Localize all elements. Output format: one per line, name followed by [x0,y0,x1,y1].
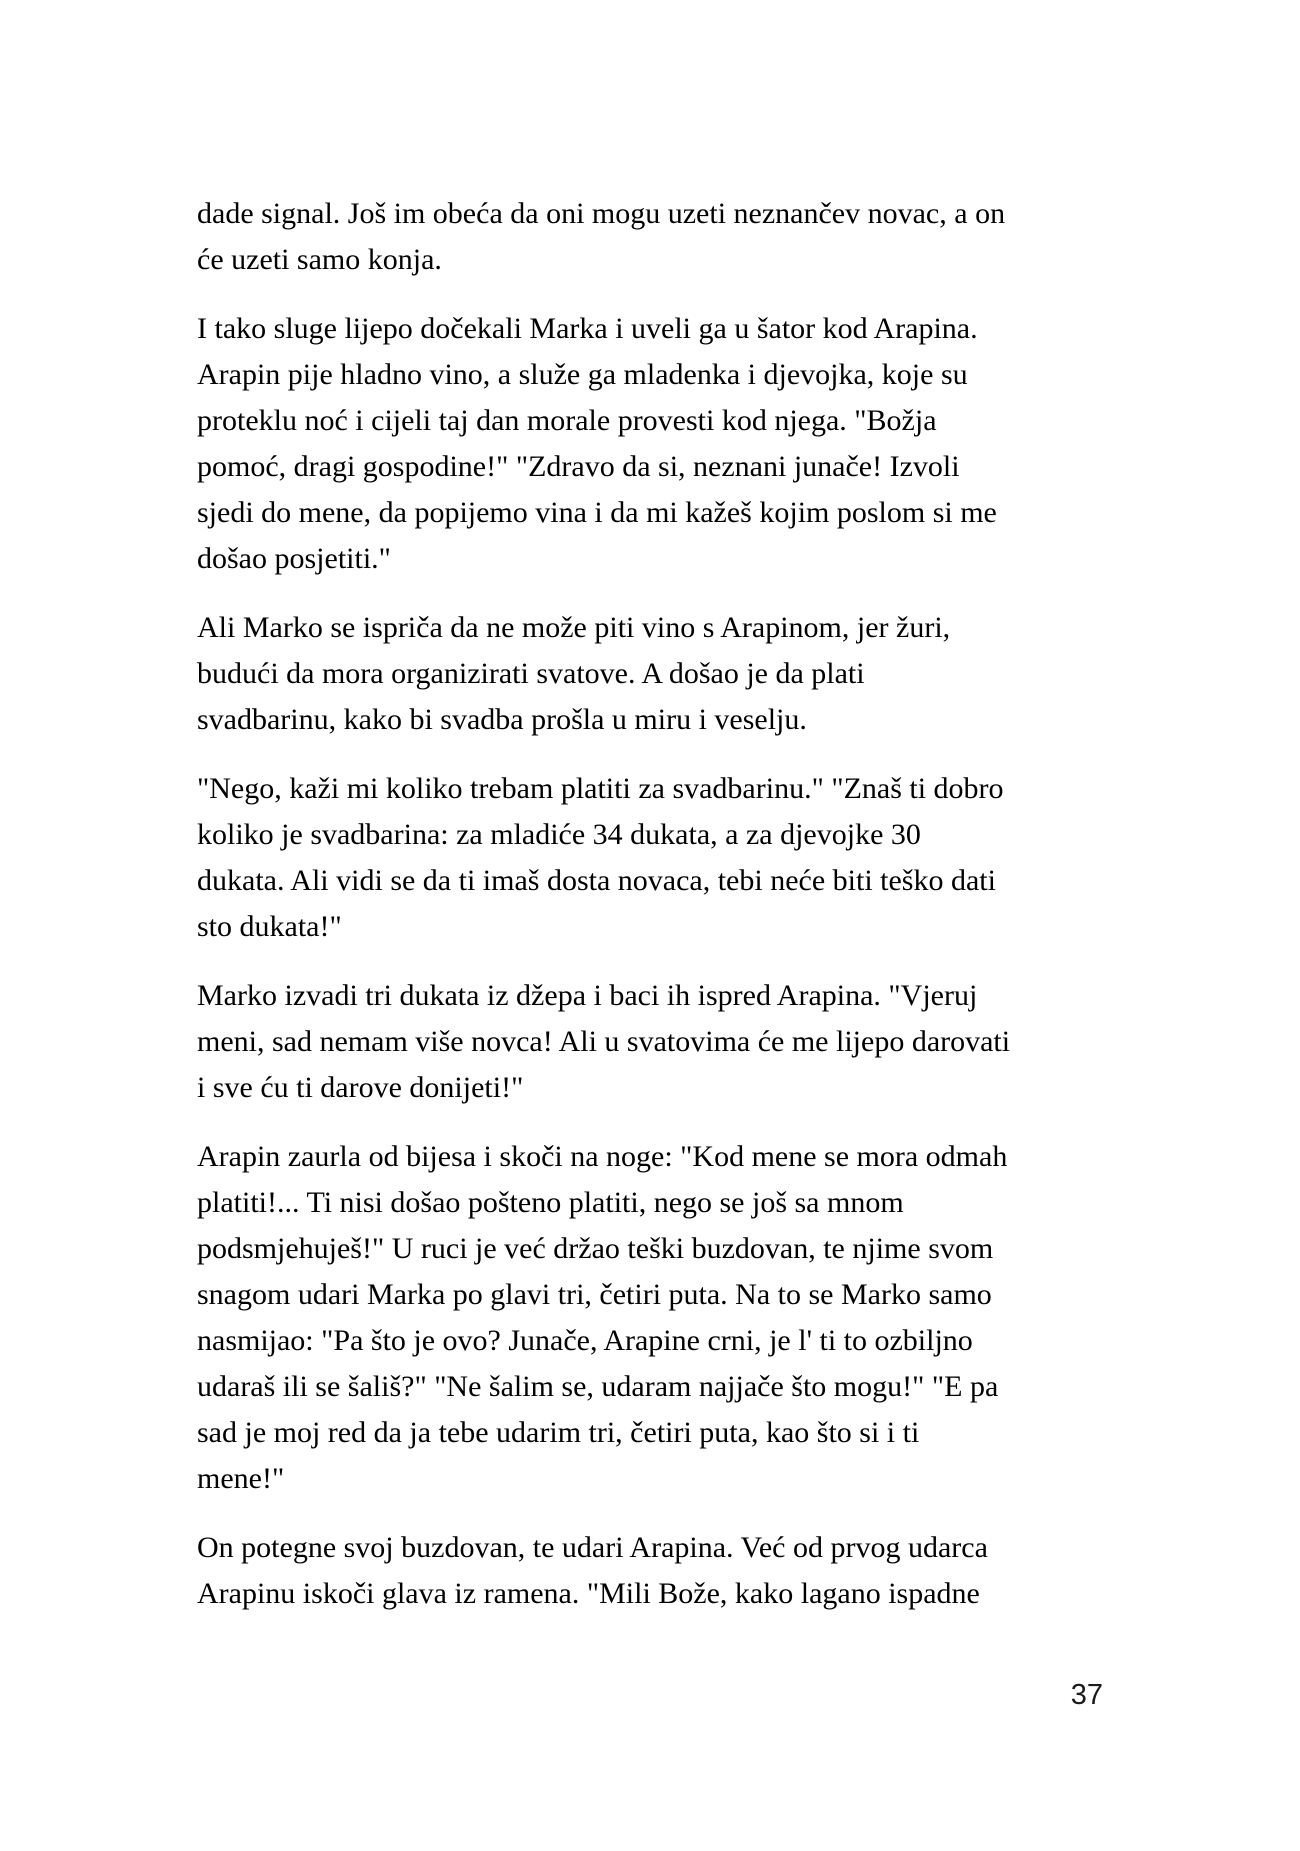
text-line: sad je moj red da ja tebe udarim tri, četiri puta, kao što si i ti [197,1416,920,1449]
text-line: Arapin pije hladno vino, a služe ga mladenka i djevojka, koje su [197,358,968,391]
text-line: snagom udari Marka po glavi tri, četiri puta. Na to se Marko samo [197,1278,992,1311]
text-line: pomoć, dragi gospodine!" "Zdravo da si, neznani junače! Izvoli [197,450,960,483]
text-line: meni, sad nemam više novca! Ali u svatovima će me lijepo darovati [197,1025,1011,1058]
page-number: 37 [1070,1679,1103,1711]
text-line: Marko izvadi tri dukata iz džepa i baci ih ispred Arapina. "Vjeruj [197,979,978,1012]
text-line: i sve ću ti darove donijeti!" [197,1071,524,1104]
text-line: došao posjetiti." [197,542,391,575]
text-line: će uzeti samo konja. [197,243,442,276]
text-line: proteklu noć i cijeli taj dan morale provesti kod njega. "Božja [197,404,937,437]
text-line: koliko je svadbarina: za mladiće 34 dukata, a za djevojke 30 [197,818,921,851]
text-line: nasmijao: "Pa što je ovo? Junače, Arapine crni, je l' ti to ozbiljno [197,1324,973,1357]
paragraph [197,1134,1112,1502]
text-line: platiti!... Ti nisi došao pošteno platiti, nego se još sa mnom [197,1186,904,1219]
text-line: I tako sluge lijepo dočekali Marka i uveli ga u šator kod Arapina. [197,312,978,345]
paragraph [197,306,1112,582]
text-line: budući da mora organizirati svatove. A došao je da plati [197,657,865,690]
paragraph [197,766,1112,950]
text-line: dukata. Ali vidi se da ti imaš dosta novaca, tebi neće biti teško dati [197,864,996,897]
text-line: sto dukata!" [197,910,342,943]
text-line: udaraš ili se šališ?" "Ne šalim se, udaram najjače što mogu!" "E pa [197,1370,999,1403]
text-line: "Nego, kaži mi koliko trebam platiti za svadbarinu." "Znaš ti dobro [197,772,1004,805]
text-line: Ali Marko se ispriča da ne može piti vino s Arapinom, jer žuri, [197,611,951,644]
text-line: dade signal. Još im obeća da oni mogu uzeti neznančev novac, a on [197,197,1006,230]
page-content [197,191,1112,1617]
text-line: Arapinu iskoči glava iz ramena. "Mili Bože, kako lagano ispadne [197,1577,980,1610]
text-line: podsmjehuješ!" U ruci je već držao teški buzdovan, te njime svom [197,1232,994,1265]
text-line: Arapin zaurla od bijesa i skoči na noge: "Kod mene se mora odmah [197,1140,1008,1173]
paragraph [197,605,1112,743]
paragraph [197,1525,1112,1617]
text-line: sjedi do mene, da popijemo vina i da mi kažeš kojim poslom si me [197,496,997,529]
text-line: mene!" [197,1462,285,1495]
text-line: On potegne svoj buzdovan, te udari Arapina. Već od prvog udarca [197,1531,988,1564]
text-line: svadbarinu, kako bi svadba prošla u miru i veselju. [197,703,807,736]
paragraph [197,973,1112,1111]
paragraph [197,191,1112,283]
